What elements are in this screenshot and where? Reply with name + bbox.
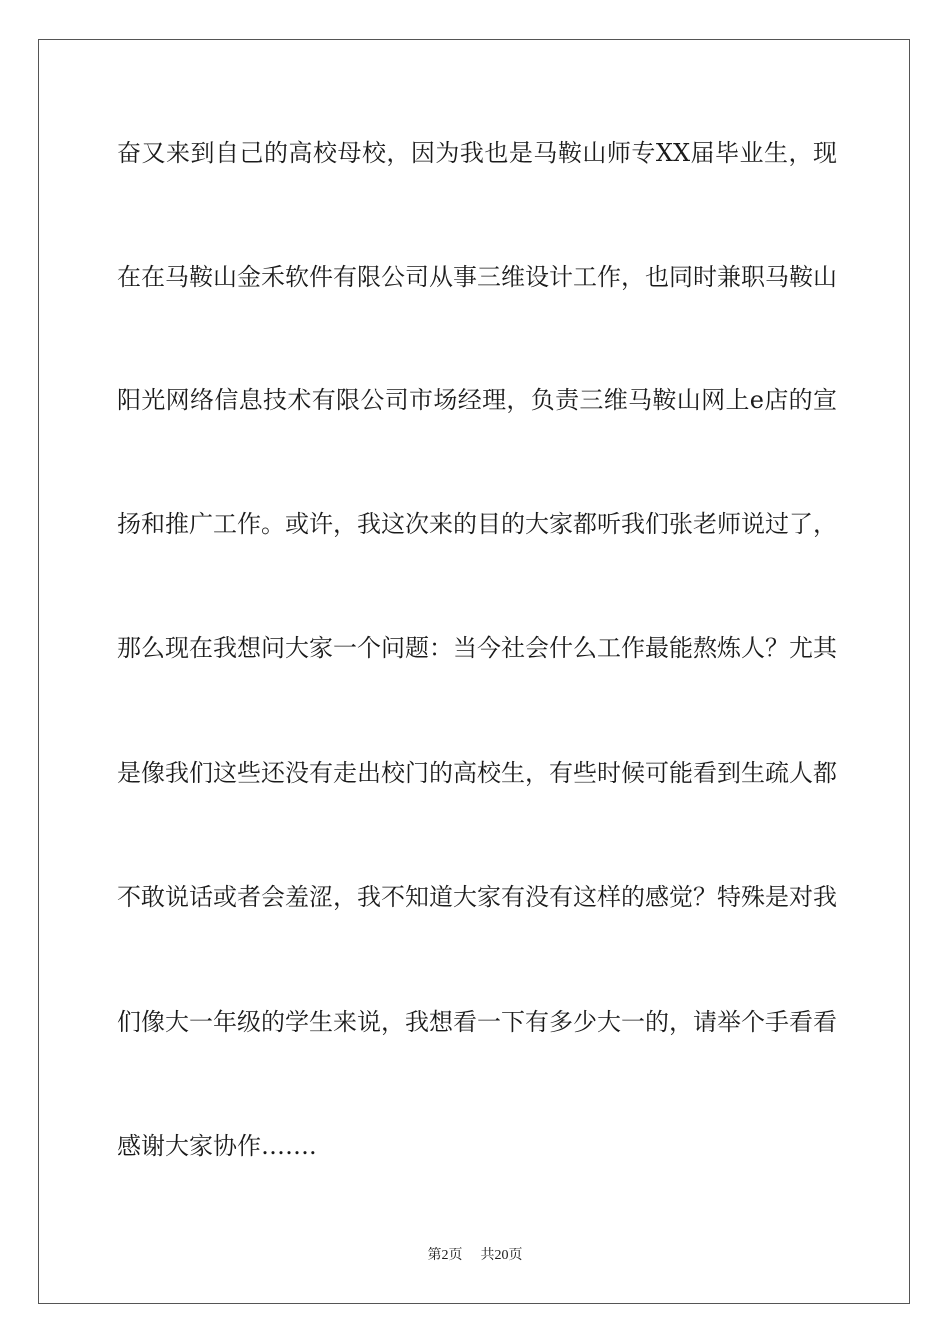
page-total: 共20页: [480, 1248, 523, 1263]
page-number: 第2页: [427, 1248, 463, 1263]
text-line: 那么现在我想问大家一个问题：当今社会什么工作最能熬炼人？尤其: [117, 634, 837, 662]
text-line: 奋又来到自己的高校母校，因为我也是马鞍山师专XX届毕业生，现: [117, 139, 837, 167]
text-line-last: 感谢大家协作…….: [117, 1132, 317, 1160]
page-border: [38, 39, 910, 1304]
page-footer: [0, 1247, 950, 1265]
text-line: 阳光网络信息技术有限公司市场经理，负责三维马鞍山网上e店的宣: [117, 386, 837, 414]
text-line: 扬和推广工作。或许，我这次来的目的大家都听我们张老师说过了，: [117, 510, 837, 538]
text-line: 是像我们这些还没有走出校门的高校生，有些时候可能看到生疏人都: [117, 759, 837, 787]
text-line: 不敢说话或者会羞涩，我不知道大家有没有这样的感觉？特殊是对我: [117, 883, 837, 911]
text-line: 们像大一年级的学生来说，我想看一下有多少大一的，请举个手看看: [117, 1008, 837, 1036]
text-line: 在在马鞍山金禾软件有限公司从事三维设计工作，也同时兼职马鞍山: [117, 263, 837, 291]
